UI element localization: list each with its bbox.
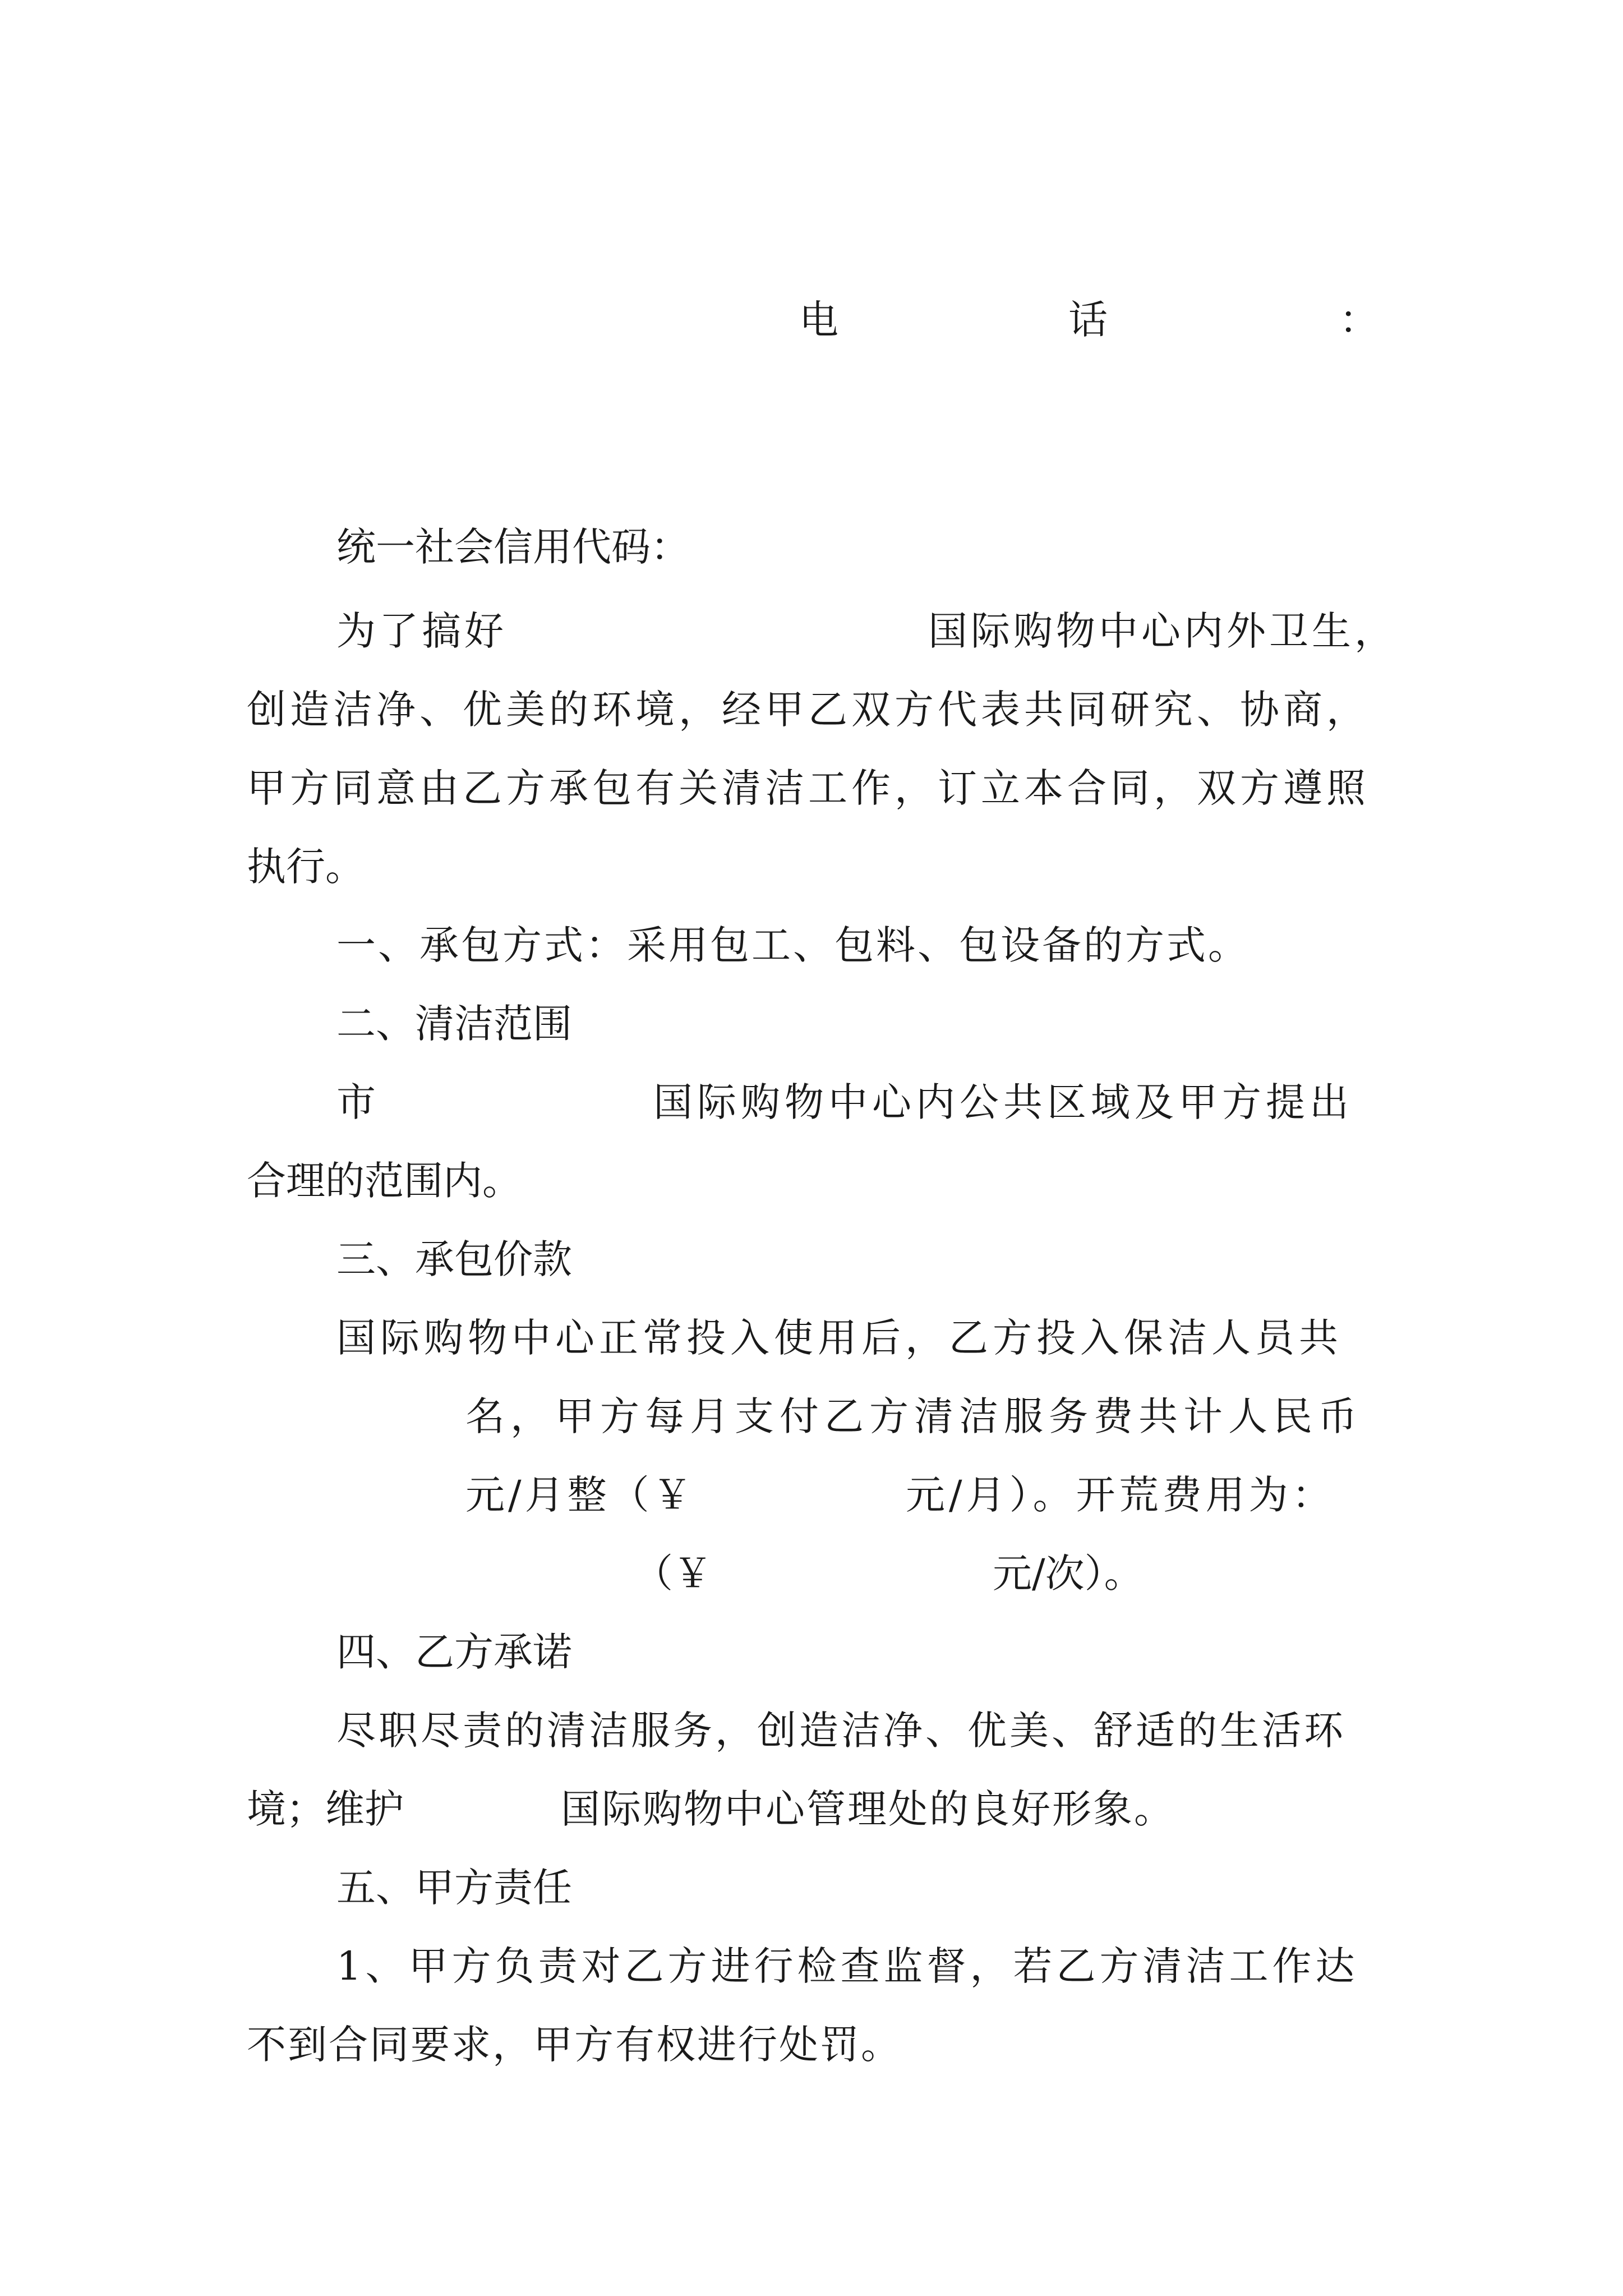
- section-4-title: 四、乙方承诺: [336, 1629, 572, 1675]
- phone-colon: ：: [1339, 297, 1378, 343]
- section-4-line-2a: 境；维护: [247, 1786, 404, 1832]
- phone-line: [0, 292, 1623, 348]
- intro-line-1a: 为了搞好: [336, 608, 507, 654]
- section-5-item-1-line-1: 1、甲方负责对乙方进行检查监督，若乙方清洁工作达: [336, 1943, 1359, 1989]
- section-5-item-1-line-2: 不到合同要求，甲方有权进行处罚。: [247, 2022, 902, 2068]
- section-3-line-2: 名，甲方每月支付乙方清洁服务费共计人民币: [465, 1393, 1363, 1439]
- credit-code-label: 统一社会信用代码：: [336, 524, 690, 570]
- section-4-line-2b: 国际购物中心管理处的良好形象。: [561, 1786, 1175, 1832]
- section-3-line-4a: （￥: [634, 1550, 712, 1596]
- section-4-line-1: 尽职尽责的清洁服务，创造洁净、优美、舒适的生活环: [336, 1708, 1346, 1754]
- intro-line-4: 执行。: [247, 844, 365, 890]
- phone-char-2: 话: [1068, 297, 1108, 343]
- section-3-line-1: 国际购物中心正常投入使用后，乙方投入保洁人员共: [336, 1315, 1343, 1361]
- intro-line-2: 创造洁净、优美的环境，经甲乙双方代表共同研究、协商，: [247, 687, 1370, 733]
- section-2-line-1a: 市: [336, 1079, 376, 1125]
- intro-line-1b: 国际购物中心内外卫生，: [928, 608, 1397, 654]
- section-1: 一、承包方式：采用包工、包料、包设备的方式。: [336, 922, 1249, 968]
- phone-char-1: 电: [799, 297, 838, 343]
- section-2-line-2: 合理的范围内。: [247, 1158, 522, 1204]
- section-5-title: 五、甲方责任: [336, 1865, 572, 1911]
- section-2-line-1b: 国际购物中心内公共区域及甲方提出: [653, 1079, 1353, 1125]
- intro-line-3: 甲方同意由乙方承包有关清洁工作，订立本合同，双方遵照: [247, 765, 1370, 811]
- section-3-line-4b: 元/次）。: [993, 1550, 1144, 1596]
- section-3-line-3a: 元/月整（￥: [465, 1472, 695, 1518]
- section-3-line-3b: 元/月）。开荒费用为：: [906, 1472, 1335, 1518]
- section-3-title: 三、承包价款: [336, 1236, 572, 1282]
- section-2-title: 二、清洁范围: [336, 1001, 572, 1047]
